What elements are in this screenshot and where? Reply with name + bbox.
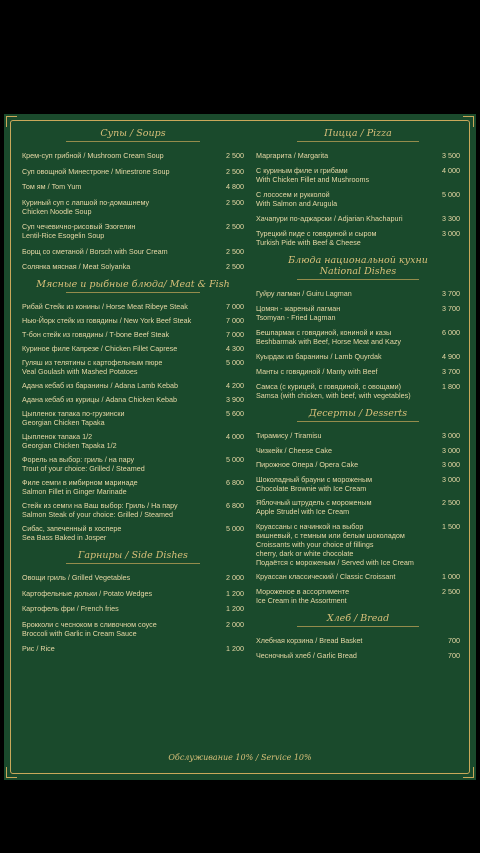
section-title-text: Гарниры / Side Dishes [78,550,188,561]
section-divider [297,141,419,142]
item-price: 2 500 [226,166,244,176]
menu-item [22,501,244,519]
menu-item [256,651,460,660]
corner-ornament [6,767,17,778]
item-price: 2 500 [226,246,244,256]
item-price: 5 000 [226,455,244,464]
section-title [256,128,460,145]
menu-item [256,229,460,247]
item-name: Самса (с курицей, с говядиной, с овощами) Samsa (with chicken, with beef, with vegetables) [256,382,411,400]
item-name: Цомян - жареный лагман Tsomyan - Fried Lagman [256,304,341,322]
item-name: Т-бон стейк из говядины / T-bone Beef Steak [22,330,170,339]
item-name: Суп чечевично-рисовый Эзогелин Lentil-Rice Esogelin Soup [22,222,136,240]
item-price: 700 [448,635,460,645]
section-title [22,550,244,567]
item-price: 4 800 [226,182,244,191]
menu-item [256,572,460,581]
item-price: 7 000 [226,316,244,325]
item-price: 1 800 [442,382,460,391]
menu-item [22,358,244,376]
item-name: Мороженое в ассортименте Ice Cream in the Assortment [256,586,350,605]
item-name: Борщ со сметаной / Borsch with Sour Cream [22,246,168,256]
item-price: 1 200 [226,604,244,613]
menu-item [256,475,460,493]
item-price: 2 500 [226,151,244,160]
menu-item [22,316,244,325]
item-name: Картофель фри / French fries [22,604,119,613]
item-price: 3 500 [442,151,460,160]
menu-item [256,460,460,469]
item-price: 4 900 [442,352,460,361]
item-price: 4 200 [226,381,244,390]
item-price: 3 000 [442,460,460,469]
item-name: Гуляш из телятины с картофельным пюре Veal Goulash with Mashed Potatoes [22,358,163,376]
menu-item [22,182,244,191]
item-name: Турецкий пиде с говядиной и сыром Turkish Pide with Beef & Cheese [256,229,377,247]
menu-item [22,478,244,496]
menu-item [256,522,460,567]
menu-item [256,304,460,322]
item-price: 3 700 [442,289,460,298]
menu-item [22,151,244,160]
menu-item [256,382,460,400]
item-price: 1 000 [442,572,460,581]
menu-item [22,589,244,598]
item-price: 2 500 [442,586,460,596]
item-name: Шоколадный брауни с мороженым Chocolate Brownie with Ice Cream [256,474,373,493]
item-name: Брокколи с чесноком в сливочном соусе Broccoli with Garlic in Cream Sauce [22,619,157,638]
item-price: 700 [448,650,460,660]
item-price: 6 800 [226,501,244,510]
item-price: 5 000 [442,190,460,199]
item-price: 3 700 [442,367,460,376]
corner-ornament [463,767,474,778]
section-meat [22,279,244,542]
item-price: 4 300 [226,344,244,353]
item-price: 2 500 [226,262,244,271]
section-title [256,408,460,425]
item-price: 3 700 [442,304,460,313]
menu-item [22,381,244,390]
section-title [22,279,244,296]
menu-item [22,167,244,176]
item-name: Рибай Стейк из конины / Horse Meat Ribeye Steak [22,302,188,311]
menu-item [256,431,460,440]
item-price: 5 000 [226,358,244,367]
section-title-text: Хлеб / Bread [326,612,390,624]
item-name: Чизкейк / Cheese Cake [256,445,333,455]
menu-item [256,636,460,645]
menu-item [256,151,460,160]
section-title [256,613,460,630]
section-national [256,255,460,400]
service-charge-note: Обслуживание 10% / Service 10% [168,753,312,762]
item-price: 3 900 [226,395,244,404]
item-name: Яблочный штрудель с мороженым Apple Strudel with Ice Cream [256,498,372,516]
item-name: Суп овощной Минестроне / Minestrone Soup [22,166,170,176]
menu-item [22,524,244,542]
item-price: 5 600 [226,409,244,418]
menu-item [256,446,460,455]
corner-ornament [6,116,17,127]
item-name: Форель на выбор: гриль / на пару Trout of your choice: Grilled / Steamed [22,455,145,473]
item-price: 6 000 [442,328,460,337]
item-name: Том ям / Tom Yum [22,182,82,191]
item-name: С лососем и рукколой With Salmon and Arugula [256,190,338,208]
section-divider [66,292,199,293]
item-name: Круассаны с начинкой на выбор вишневый, с темным или белым шоколадом Croissants with your choice of fillings cherry, dark or white chocolate Подаётся с мороженым / Served with Ice Cream [256,521,414,567]
menu-item [256,190,460,208]
menu-item [22,198,244,216]
item-name: Гуйру лагман / Guiru Lagman [256,289,352,298]
section-soups [22,128,244,271]
item-name: Адана кебаб из курицы / Adana Chicken Kebab [22,395,178,404]
item-name: Цыпленок тапака по-грузински Georgian Chicken Tapaka [22,409,125,427]
item-name: Нью-Йорк стейк из говядины / New York Beef Steak [22,316,192,325]
section-sides [22,550,244,653]
menu-board [4,114,476,780]
item-name: Бешпармак с говядиной, кониной и казы Beshbarmak with Beef, Horse Meat and Kazy [256,328,402,346]
menu-item [256,587,460,605]
right-column [256,128,460,668]
item-name: Пирожное Опера / Opera Cake [256,460,359,469]
item-price: 2 500 [226,197,244,207]
section-title-text: Супы / Soups [100,128,166,139]
item-name: Тирамису / Tiramisu [256,431,322,440]
menu-item [22,604,244,613]
menu-item [22,644,244,653]
section-title [256,255,460,283]
section-divider [66,141,199,142]
menu-item [256,367,460,376]
item-price: 2 500 [442,498,460,507]
item-name: Солянка мясная / Meat Solyanka [22,262,131,271]
menu-item [22,247,244,256]
menu-item [22,573,244,582]
menu-item [22,302,244,311]
item-price: 6 800 [226,478,244,487]
menu-item [22,262,244,271]
section-title-text: Десерты / Desserts [308,408,408,419]
item-price: 3 000 [442,445,460,455]
menu-item [22,620,244,638]
menu-item [22,222,244,240]
item-price: 7 000 [226,330,244,339]
item-price: 1 500 [442,521,460,531]
section-title-text: Мясные и рыбные блюда/ Meat & Fish [36,279,230,290]
item-name: Сибас, запеченный в хоспере Sea Bass Baked in Josper [22,524,122,542]
menu-item [22,330,244,339]
menu-item [256,214,460,223]
item-price: 3 000 [442,474,460,484]
section-title [22,128,244,145]
menu-item [22,409,244,427]
section-desserts [256,408,460,605]
item-name: Куриный суп с лапшой по-домашнему Chicken Noodle Soup [22,197,150,216]
item-price: 2 500 [226,222,244,231]
item-price: 5 000 [226,524,244,533]
item-price: 7 000 [226,302,244,311]
item-name: Картофельные дольки / Potato Wedges [22,588,153,598]
section-title-text: Блюда национальной кухни National Dishes [288,255,428,277]
corner-ornament [463,116,474,127]
item-name: Цыпленок тапака 1/2 Georgian Chicken Tapaka 1/2 [22,432,117,450]
menu-item [256,328,460,346]
item-price: 2 000 [226,619,244,629]
item-price: 1 200 [226,644,244,653]
item-name: Овощи гриль / Grilled Vegetables [22,573,131,582]
item-name: Круассан классический / Classic Croissant [256,572,396,581]
menu-item [256,352,460,361]
item-name: Филе семги в имбирном маринаде Salmon Fillet in Ginger Marinade [22,478,138,496]
item-price: 2 000 [226,573,244,582]
item-price: 4 000 [442,166,460,175]
item-name: Чесночный хлеб / Garlic Bread [256,650,357,660]
section-bread [256,613,460,660]
section-divider [297,421,419,422]
item-price: 3 000 [442,431,460,440]
menu-item [22,395,244,404]
left-column [22,128,244,661]
section-pizza [256,128,460,247]
item-name: Крем-суп грибной / Mushroom Cream Soup [22,151,164,160]
item-name: Куриное филе Капрезе / Chicken Fillet Caprese [22,344,178,353]
menu-item [256,289,460,298]
item-price: 1 200 [226,588,244,598]
item-name: Рис / Rice [22,644,55,653]
item-name: С куриным филе и грибами With Chicken Fillet and Mushrooms [256,166,370,184]
item-name: Стейк из семги на Ваш выбор: Гриль / На пару Salmon Steak of your choice: Grilled / Steamed [22,501,178,519]
menu-item [22,455,244,473]
item-name: Хлебная корзина / Bread Basket [256,635,363,645]
item-name: Адана кебаб из баранины / Adana Lamb Kebab [22,381,179,390]
item-price: 3 300 [442,214,460,223]
item-name: Маргарита / Margarita [256,151,329,160]
menu-item [256,498,460,516]
menu-item [22,432,244,450]
item-price: 4 000 [226,432,244,441]
item-price: 3 000 [442,229,460,238]
section-divider [297,626,419,627]
section-divider [66,563,199,564]
item-name: Хачапури по-аджарски / Adjarian Khachapuri [256,214,403,223]
menu-item [22,344,244,353]
item-name: Манты с говядиной / Manty with Beef [256,367,378,376]
section-title-text: Пицца / Pizza [324,128,392,139]
section-divider [297,279,419,280]
menu-item [256,166,460,184]
item-name: Куырдак из баранины / Lamb Quyrdak [256,352,382,361]
